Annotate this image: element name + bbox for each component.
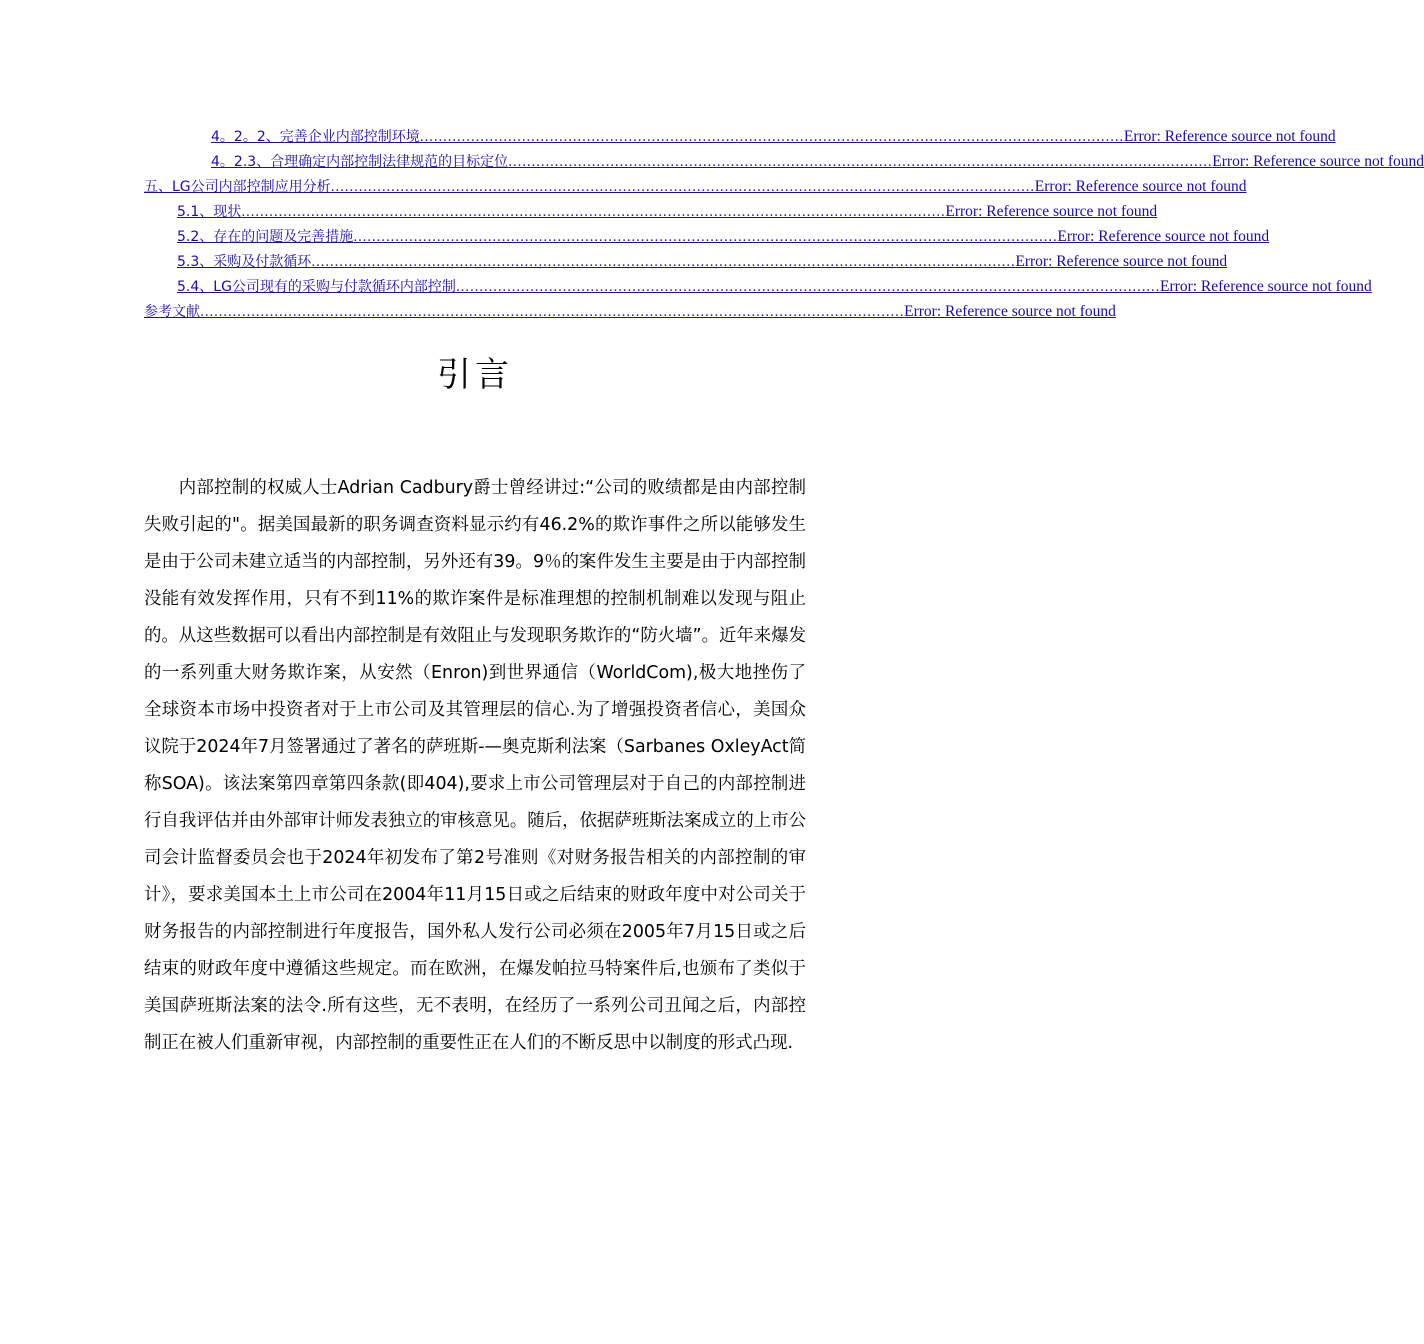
toc-leader-dots: ........................................................................................................................................................ — [330, 180, 1035, 195]
toc-entry-title: 5.3、采购及付款循环 — [177, 254, 312, 270]
toc-entry-page: Error: Reference source not found — [904, 303, 1116, 320]
toc-entry-page: Error: Reference source not found — [1212, 153, 1424, 170]
toc-entry-page: Error: Reference source not found — [945, 203, 1158, 220]
toc-entry-title: 5.4、LG公司现有的采购与付款循环内部控制 — [177, 279, 456, 295]
toc-entry-page: Error: Reference source not found — [1160, 278, 1372, 295]
body-paragraph: 内部控制的权威人士Adrian Cadbury爵士曾经讲过:“公司的败绩都是由内部控制失败引起的"。据美国最新的职务调查资料显示约有46.2%的欺诈事件之所以能够发生是由于公司未建立适当的内部控制，另外还有39。9％的案件发生主要是由于内部控制没能有效发挥作用，只有不到11%的欺诈案件是标准理想的控制机制难以发现与阻止的。从这些数据可以看出内部控制是有效阻止与发现职务欺诈的“防火墙”。近年来爆发的一系列重大财务欺诈案，从安然（Enron)到世界通信（WorldCom),极大地挫伤了全球资本市场中投资者对于上市公司及其管理层的信心.为了增强投资者信心，美国众议院于2024年7月签署通过了著名的萨班斯-—奥克斯利法案（Sarbanes OxleyAct简称SOA)。该法案第四章第四条款(即404),要求上市公司管理层对于自己的内部控制进行自我评估并由外部审计师发表独立的审核意见。随后，依据萨班斯法案成立的上市公司会计监督委员会也于2024年初发布了第2号准则《对财务报告相关的内部控制的审计》，要求美国本土上市公司在2004年11月15日或之后结束的财政年度中对公司关于财务报告的内部控制进行年度报告，国外私人发行公司必须在2005年7月15日或之后结束的财政年度中遵循这些规定。而在欧洲，在爆发帕拉马特案件后,也颁布了类似于美国萨班斯法案的法令.所有这些，无不表明，在经历了一系列公司丑闻之后，内部控制正在被人们重新审视，内部控制的重要性正在人们的不断反思中以制度的形式凸现. — [144, 478, 806, 1053]
toc-entry-page: Error: Reference source not found — [1057, 228, 1270, 245]
toc-entry-5-2[interactable] — [144, 224, 1270, 249]
toc-entry-5-1[interactable] — [144, 199, 1158, 224]
toc-entry-page: Error: Reference source not found — [1034, 178, 1247, 195]
toc-leader-dots: ........................................................................................................................................................ — [419, 130, 1124, 145]
toc-leader-dots: ........................................................................................................................................................ — [353, 230, 1058, 245]
toc-entry-4-2-2[interactable] — [144, 124, 1336, 149]
toc-entry-title: 参考文献 — [144, 304, 200, 320]
toc-leader-dots: ........................................................................................................................................................ — [241, 205, 946, 220]
toc-entry-title: 4。2.3、合理确定内部控制法律规范的目标定位 — [211, 154, 509, 170]
toc-entry-page: Error: Reference source not found — [1015, 253, 1228, 270]
toc-leader-dots: ........................................................................................................................................................ — [311, 255, 1016, 270]
toc-entry-4-2-3[interactable] — [144, 149, 1424, 174]
toc-leader-dots: ........................................................................................................................................................ — [455, 280, 1161, 295]
toc-entry-title: 5.1、现状 — [177, 204, 242, 220]
toc-leader-dots: ........................................................................................................................................................ — [200, 305, 905, 320]
toc-entry-title: 4。2。2、完善企业内部控制环境 — [211, 129, 420, 145]
toc-entry-title: 5.2、存在的问题及完善措施 — [177, 229, 354, 245]
table-of-contents — [144, 124, 1424, 324]
toc-entry-references[interactable] — [144, 299, 1116, 324]
toc-entry-title: 五、LG公司内部控制应用分析 — [144, 179, 331, 195]
toc-entry-page: Error: Reference source not found — [1123, 128, 1336, 145]
toc-entry-5-3[interactable] — [144, 249, 1228, 274]
toc-entry-chapter-5[interactable] — [144, 174, 1247, 199]
section-heading: 引言 — [437, 355, 513, 395]
toc-entry-5-4[interactable] — [144, 274, 1372, 299]
toc-leader-dots: ........................................................................................................................................................ — [508, 155, 1213, 170]
